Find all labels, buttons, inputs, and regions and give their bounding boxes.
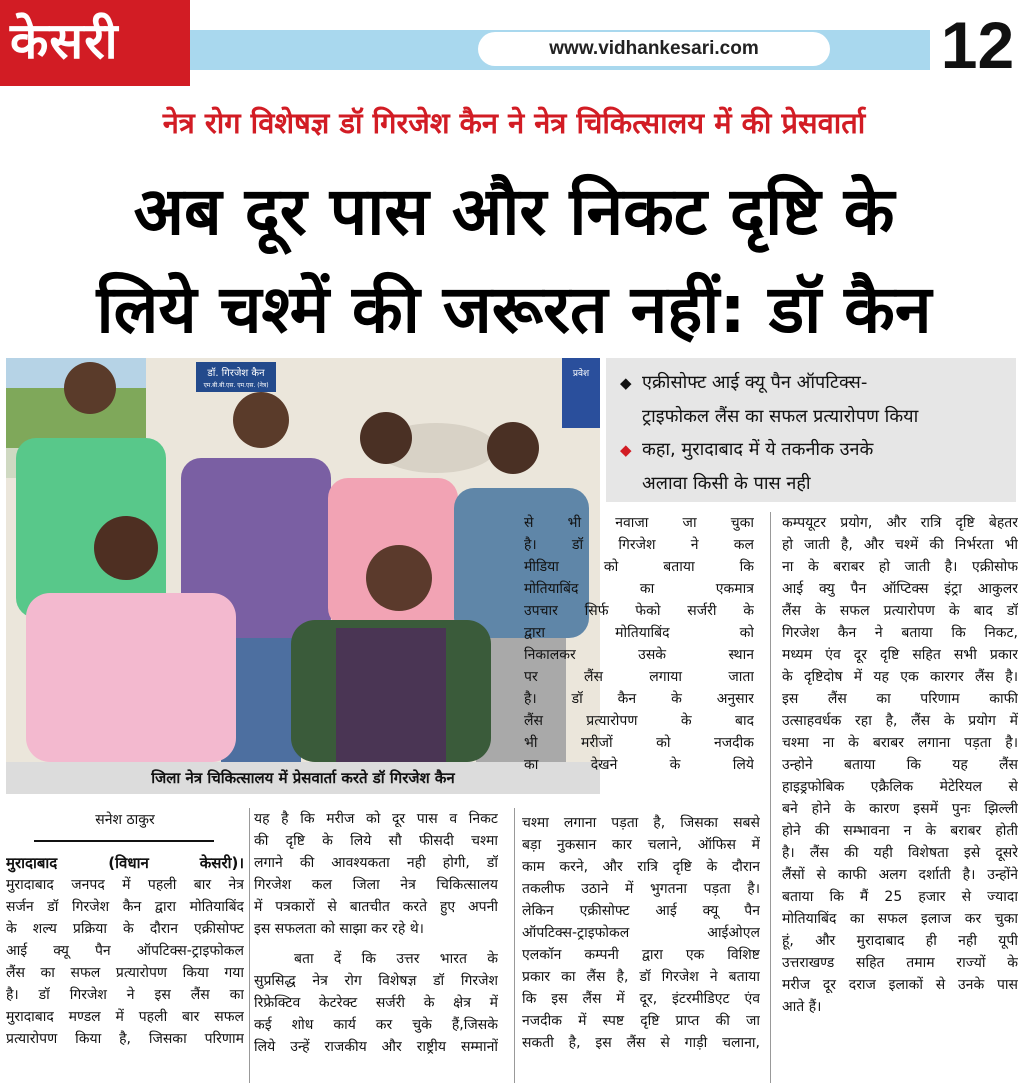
text-line: मुरादाबाद जनपद में पहली बार नेत्र [6,877,244,893]
dateline: मुरादाबाद (विधान केसरी)। [6,854,244,872]
article-column-4 [782,512,1018,1018]
text-line: एलकॉन कम्पनी द्वारा एक विशिष्ट [522,947,760,963]
text-line: काम करने, और रात्रि दृष्टि के दौरान [522,859,760,875]
highlights-box [606,358,1016,502]
text-line: हो जाती है, और चश्में की निर्भरता भी [782,537,1018,553]
diamond-bullet-icon: ◆ [620,441,632,459]
photo-right-sign: प्रवेश [572,369,590,379]
text-line: गिरजेश कल जिला नेत्र चिकित्सालय [254,877,498,893]
text-line: मोतियाबिंद का एकमात्र [524,581,754,597]
text-line: यह है कि मरीज को दूर पास व निकट [254,811,498,827]
column-divider [249,808,250,1083]
text-line: ऑपटिक्स-ट्राइफोकल आईओएल [522,925,760,941]
text-line: आई क्यु पैन ऑप्टिक्स इंट्रा आकुलर [782,581,1018,597]
text-line: सकती है, इस लैंस से गाड़ी चलाना, [522,1035,760,1051]
logo-text: केसरी [10,12,119,70]
text-line: बने होने के कारण इसमें पुनः झिल्ली [782,801,1018,817]
highlight-item-2-cont: अलावा किसी के पास नही [642,473,811,494]
article-column-3-top [524,512,754,776]
text-line: सर्जन डॉ गिरजेश कैन द्वारा मोतियाबिंद [6,899,244,915]
newspaper-logo [0,0,190,86]
photo-caption: जिला नेत्र चिकित्सालय में प्रेसवार्ता करते डॉ गिरजेश कैन [6,762,600,794]
text-line: हूं, और मुरादाबाद ही नही यूपी [782,933,1018,949]
text-line: है। लैंस की यही विशेषता इसे दूसरे [782,845,1018,861]
text-line: लैंस प्रत्यारोपण के बाद [524,713,754,729]
website-url[interactable]: www.vidhankesari.com [478,32,830,66]
main-headline-line-2: लिये चश्में की जरूरत नहीं: डॉ कैन [96,271,932,348]
text-line: ना के बराबर हो जाती है। एक्रीसोफ [782,559,1018,575]
text-line: लिये उन्हें राजकीय और राष्ट्रीय सम्मानों [254,1039,498,1055]
text-line: आते हैं। [782,999,822,1015]
photo-illustration [6,358,600,762]
text-line: बताया कि मैं 25 हजार से ज्यादा [782,889,1018,905]
text-line: मरीज दूर दराज इलाकों से उनके पास [782,977,1018,993]
text-line: हाइड्रफोबिक एक्रैलिक मेटेरियल से [782,779,1018,795]
article-column-3-bottom [522,812,760,1054]
text-line: चश्मा लगाना पड़ता है, जिसका सबसे [522,815,760,831]
text-line: भी मरीजों को नजदीक [524,735,754,751]
text-line: तकलीफ उठाने में भुगतना पड़ता है। [522,881,760,897]
column-divider [514,808,515,1083]
text-line: कम्पयूटर प्रयोग, और रात्रि दृष्टि बेहतर [782,515,1018,531]
text-line: उपचार सिर्फ फेको सर्जरी के [524,603,754,619]
paragraph-gap [254,940,498,948]
text-line: की दृष्टि के लिये सौ फीसदी चश्मा [254,833,498,849]
text-line: उत्साहवर्धक रहा है, लैंस के प्रयोग में [782,713,1018,729]
byline: सनेश ठाकुर [95,812,155,828]
text-line: के दृष्टिदोष में यह एक कारगर लैंस है। [782,669,1018,685]
column-divider [770,512,771,1083]
highlight-item-2: ◆ कहा, मुरादाबाद में ये तकनीक उनके [620,433,1008,467]
text-line: बड़ा नुकसान कार चलाने, ऑफिस में [522,837,760,853]
highlight-item-1: ◆ एक्रीसोफ्ट आई क्यू पैन ऑपटिक्स- [620,366,1008,400]
text-line: लेकिन एक्रीसोफ्ट आई क्यू पैन [522,903,760,919]
text-line: कई शोध कार्य कर चुके हैं,जिसके [254,1017,498,1033]
highlight-item-1-cont: ट्राइफोकल लैंस का सफल प्रत्यारोपण किया [642,406,919,427]
text-line: प्रत्यारोपण किया है, जिसका परिणाम [6,1031,244,1047]
text-line: मुरादाबाद मण्डल में पहली बार सफल [6,1009,244,1025]
diamond-bullet-icon: ◆ [620,374,632,392]
main-headline-line-1: अब दूर पास और निकट दृष्टि के [133,173,895,250]
text-line: रिफ्रेक्टिव केटरेक्ट सर्जरी के क्षेत्र में [254,995,498,1011]
text-line: लैंसों से काफी अलग दर्शाती है। उन्होंने [782,867,1018,883]
text-line: मध्यम एंव दूर दृष्टि सहित सभी प्रकार [782,647,1018,663]
byline-divider [34,840,214,842]
page-number: 12 [940,8,1015,82]
article-column-2 [254,808,498,1058]
text-line: सुप्रसिद्ध नेत्र रोग विशेषज्ञ डॉ गिरजेश [254,973,498,989]
text-line: आई क्यू पैन ऑपटिक्स-ट्राइफोकल [6,943,244,959]
text-line: पर लैंस लगाया जाता [524,669,754,685]
text-line: है। डॉ गिरजेश ने कल [524,537,754,553]
text-line: मीडिया को बताया कि [524,559,754,575]
text-line: लगाने की आवश्यकता नही होगी, डॉ [254,855,498,871]
text-line: का देखने के लिये [524,757,754,773]
photo-sign-text: डॉ. गिरजेश कैन [207,368,265,379]
text-line: है। डॉ गिरजेश ने इस लैंस का [6,987,244,1003]
text-line: गिरजेश कैन ने बताया कि निकट, [782,625,1018,641]
text-line: में पत्रकारों से बातचीत करते हुए अपनी [254,899,498,915]
text-line: कि इस लैंस में दूर, इंटरमीडिएट एंव [522,991,760,1007]
text-line: से भी नवाजा जा चुका [524,515,754,531]
text-line: मोतियाबिंद का सफल इलाज कर चुका [782,911,1018,927]
text-line: इस लैंस का परिणाम काफी [782,691,1018,707]
text-line: चश्मा ना के बराबर लगाना पड़ता है। [782,735,1018,751]
text-line: द्वारा मोतियाबिंद को [524,625,754,641]
text-line: नजदीक में स्पष्ट दृष्टि प्राप्त की जा [522,1013,760,1029]
text-line: लैंस का सफल प्रत्यारोपण किया गया [6,965,244,981]
text-line: लैंस के सफल प्रत्यारोपण के बाद डॉ [782,603,1018,619]
photo-sign-subtext: एम.बी.बी.एस. एम.एस. (नेत्र) [203,382,269,389]
text-line: के शल्य प्रक्रिया के दौरान एक्रीसोफ्ट [6,921,244,937]
article-column-1 [6,852,244,1050]
text-line: इस सफलता को साझा कर रहे थे। [254,921,424,937]
press-conference-photo [6,358,600,762]
text-line: है। डॉ कैन के अनुसार [524,691,754,707]
text-line: होने की सम्भावना न के बराबर होती [782,823,1018,839]
text-line: उन्होने बताया कि यह लैंस [782,757,1018,773]
text-line: बता दें कि उत्तर भारत के [294,951,498,967]
text-line: निकालकर उसके स्थान [524,647,754,663]
text-line: प्रकार का लैंस है, डॉ गिरजेश ने बताया [522,969,760,985]
kicker-headline: नेत्र रोग विशेषज्ञ डॉ गिरजेश कैन ने नेत्र चिकित्सालय में की प्रेसवार्ता [162,106,866,140]
text-line: उत्तराखण्ड सहित तमाम राज्यों के [782,955,1018,971]
